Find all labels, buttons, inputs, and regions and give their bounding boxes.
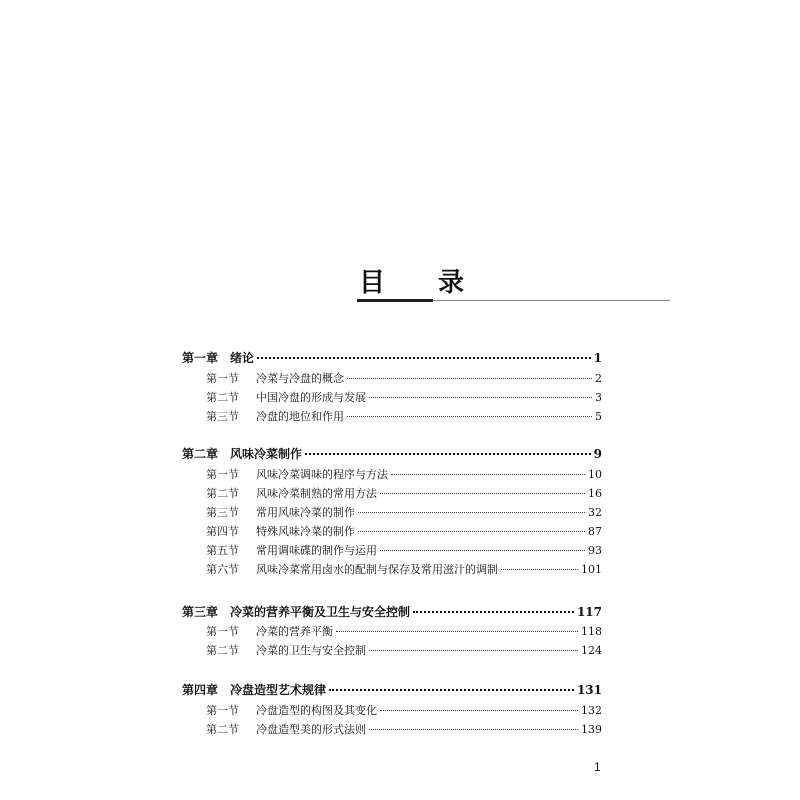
dot-leader bbox=[369, 717, 578, 730]
section-number: 第三节 bbox=[206, 506, 239, 519]
section-title: 风味冷菜常用卤水的配制与保存及常用滋汁的调制 bbox=[256, 563, 498, 576]
section-title: 冷盘造型的构图及其变化 bbox=[256, 704, 377, 717]
toc-section[interactable] bbox=[206, 522, 602, 539]
toc-section[interactable] bbox=[206, 622, 602, 639]
section-number: 第五节 bbox=[206, 544, 239, 557]
toc-section[interactable] bbox=[206, 541, 602, 558]
section-title: 常用调味碟的制作与运用 bbox=[256, 544, 377, 557]
toc-chapter[interactable] bbox=[182, 602, 602, 620]
dot-leader bbox=[305, 441, 591, 455]
toc-section[interactable] bbox=[206, 465, 602, 482]
toc-section[interactable] bbox=[206, 484, 602, 501]
chapter-number: 第三章 bbox=[182, 605, 219, 619]
toc-chapter[interactable] bbox=[182, 444, 602, 462]
dot-leader bbox=[347, 366, 592, 379]
section-title: 风味冷菜制熟的常用方法 bbox=[256, 487, 377, 500]
section-page: 93 bbox=[588, 544, 602, 557]
chapter-page: 9 bbox=[593, 447, 602, 461]
section-number: 第六节 bbox=[206, 563, 239, 576]
section-title: 冷盘造型美的形式法则 bbox=[256, 723, 366, 736]
chapter-page: 117 bbox=[576, 605, 602, 619]
toc-section[interactable] bbox=[206, 701, 602, 718]
section-page: 32 bbox=[588, 506, 602, 519]
section-number: 第一节 bbox=[206, 372, 239, 385]
dot-leader bbox=[358, 500, 585, 513]
dot-leader bbox=[336, 619, 578, 632]
toc-section[interactable] bbox=[206, 641, 602, 658]
section-page: 118 bbox=[581, 625, 602, 638]
section-page: 3 bbox=[595, 391, 602, 404]
toc-section[interactable] bbox=[206, 388, 602, 405]
toc-section[interactable] bbox=[206, 720, 602, 737]
toc-section[interactable] bbox=[206, 560, 602, 577]
dot-leader bbox=[380, 698, 578, 711]
section-title: 冷菜的营养平衡 bbox=[256, 625, 333, 638]
toc-section[interactable] bbox=[206, 369, 602, 386]
section-page: 5 bbox=[595, 410, 602, 423]
section-number: 第一节 bbox=[206, 625, 239, 638]
title-underline-light bbox=[433, 300, 670, 301]
dot-leader bbox=[329, 677, 574, 691]
section-number: 第一节 bbox=[206, 468, 239, 481]
section-number: 第四节 bbox=[206, 525, 239, 538]
chapter-title: 风味冷菜制作 bbox=[230, 447, 303, 461]
section-page: 139 bbox=[581, 723, 602, 736]
section-page: 101 bbox=[581, 563, 602, 576]
section-title: 冷菜的卫生与安全控制 bbox=[256, 644, 366, 657]
section-title: 冷盘的地位和作用 bbox=[256, 410, 344, 423]
dot-leader bbox=[413, 599, 574, 613]
dot-leader bbox=[501, 557, 578, 570]
section-page: 2 bbox=[595, 372, 602, 385]
title-underline-dark bbox=[357, 299, 433, 302]
chapter-title: 绪论 bbox=[230, 351, 255, 365]
section-page: 124 bbox=[581, 644, 602, 657]
dot-leader bbox=[380, 481, 585, 494]
section-number: 第二节 bbox=[206, 487, 239, 500]
chapter-page: 1 bbox=[593, 351, 602, 365]
dot-leader bbox=[257, 345, 591, 359]
section-page: 10 bbox=[588, 468, 602, 481]
section-number: 第二节 bbox=[206, 391, 239, 404]
dot-leader bbox=[369, 638, 578, 651]
chapter-number: 第二章 bbox=[182, 447, 219, 461]
chapter-title: 冷菜的营养平衡及卫生与安全控制 bbox=[230, 605, 411, 619]
page-title: 目 录 bbox=[359, 268, 487, 298]
toc-section[interactable] bbox=[206, 503, 602, 520]
section-page: 16 bbox=[588, 487, 602, 500]
toc-section[interactable] bbox=[206, 407, 602, 424]
section-number: 第一节 bbox=[206, 704, 239, 717]
section-title: 特殊风味冷菜的制作 bbox=[256, 525, 355, 538]
section-number: 第二节 bbox=[206, 644, 239, 657]
dot-leader bbox=[380, 538, 585, 551]
toc-chapter[interactable] bbox=[182, 680, 602, 698]
section-title: 风味冷菜调味的程序与方法 bbox=[256, 468, 388, 481]
section-title: 中国冷盘的形成与发展 bbox=[256, 391, 366, 404]
section-page: 132 bbox=[581, 704, 602, 717]
dot-leader bbox=[391, 462, 585, 475]
section-number: 第二节 bbox=[206, 723, 239, 736]
section-title: 常用风味冷菜的制作 bbox=[256, 506, 355, 519]
chapter-number: 第一章 bbox=[182, 351, 219, 365]
toc-chapter[interactable] bbox=[182, 348, 602, 366]
chapter-title: 冷盘造型艺术规律 bbox=[230, 683, 327, 697]
section-title: 冷菜与冷盘的概念 bbox=[256, 372, 344, 385]
section-page: 87 bbox=[588, 525, 602, 538]
section-number: 第三节 bbox=[206, 410, 239, 423]
toc-title-block bbox=[357, 266, 670, 306]
dot-leader bbox=[347, 404, 592, 417]
chapter-number: 第四章 bbox=[182, 683, 219, 697]
chapter-page: 131 bbox=[576, 683, 602, 697]
dot-leader bbox=[369, 385, 592, 398]
dot-leader bbox=[358, 519, 585, 532]
page-number: 1 bbox=[594, 760, 601, 774]
